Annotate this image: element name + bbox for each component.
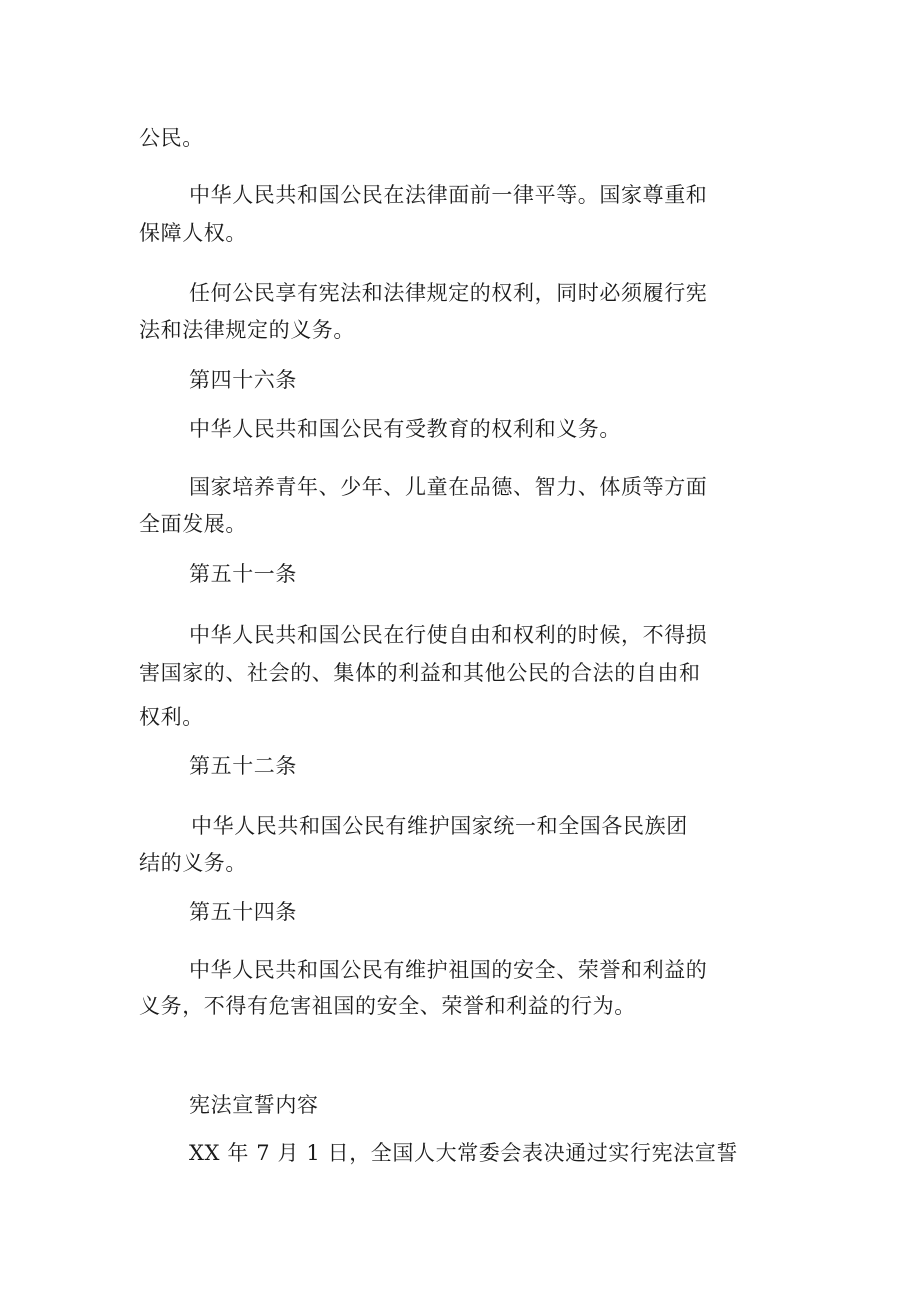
text-line: XX 年 7 月 1 日，全国人大常委会表决通过实行宪法宣誓 (189, 1141, 738, 1165)
article-heading: 第五十四条 (189, 900, 297, 924)
text-line: 法和法律规定的义务。 (139, 318, 355, 342)
text-line: 保障人权。 (139, 221, 247, 245)
text-line: 害国家的、社会的、集体的利益和其他公民的合法的自由和 (139, 661, 701, 685)
text-line: 中华人民共和国公民在法律面前一律平等。国家尊重和 (189, 183, 708, 207)
article-heading: 第五十一条 (189, 562, 297, 586)
text-line: 公民。 (139, 126, 204, 150)
text-line: 国家培养青年、少年、儿童在品德、智力、体质等方面 (189, 475, 708, 499)
article-heading: 第五十二条 (189, 754, 297, 778)
text-line: 义务，不得有危害祖国的安全、荣誉和利益的行为。 (139, 994, 636, 1018)
text-line: 中华人民共和国公民有受教育的权利和义务。 (189, 417, 621, 441)
text-line: 任何公民享有宪法和法律规定的权利，同时必须履行宪 (189, 281, 708, 305)
text-line: 结的义务。 (139, 851, 247, 875)
article-heading: 第四十六条 (189, 368, 297, 392)
text-line: 全面发展。 (139, 512, 247, 536)
text-line: 中华人民共和国公民有维护国家统一和全国各民族团 (191, 814, 688, 838)
text-line: 中华人民共和国公民有维护祖国的安全、荣誉和利益的 (189, 958, 708, 982)
section-heading: 宪法宣誓内容 (189, 1093, 319, 1117)
text-line: 权利。 (139, 705, 204, 729)
text-line: 中华人民共和国公民在行使自由和权利的时候，不得损 (189, 623, 708, 647)
